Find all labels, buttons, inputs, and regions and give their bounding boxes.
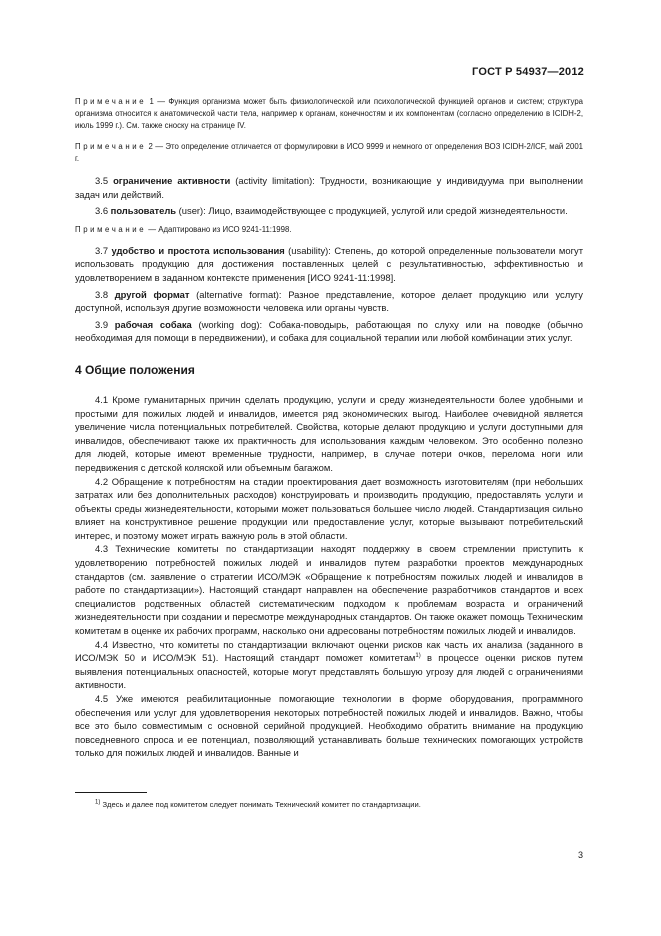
note-3-6 xyxy=(75,224,583,236)
note-body: 2 — Это определение отличается от формулировки в ИСО 9999 и немного от определения ВОЗ ICIDH-2/ICF, май 2001 г. xyxy=(75,142,583,163)
paragraph-4-4-start: 4.4 Известно, что комитеты по стандартизации включают оценки рисков как часть их анализа (заданного в ИСО/МЭК 50 и ИСО/МЭК 51). Настоящий стандарт поможет комитетам xyxy=(75,638,583,664)
section-4-title: 4 Общие положения xyxy=(75,362,195,377)
note-body: — Адаптировано из ИСО 9241-11:1998. xyxy=(146,224,292,234)
paragraph-4-5: 4.5 Уже имеются реабилитационные помогающие технологии в форме оборудования, программного обеспечения или услуг для удовлетворения некоторых потребностей пожилых людей и инвалидов. Важно, чтобы все это было совместимым с основной серийной продукцией. Необходимо обратить внимание на продукцию повседневного спроса и ее потенциал, позволяющий устанавливать больше технических помогающих устройств только для пожилых людей и инвалидов. Ванные и xyxy=(75,693,583,759)
page-content xyxy=(75,96,583,760)
note-text xyxy=(75,141,583,165)
note-text xyxy=(75,96,583,132)
def-number: 3.5 xyxy=(95,175,109,186)
note-1 xyxy=(75,96,583,132)
note-2 xyxy=(75,141,583,165)
def-text: (usability): Степень, до которой определенные пользователи могут использовать продукцию для достижения поставленных целей с результативностью, эффективностью и удовлетворением в заданном контексте применения [ИСО 9241-11:1998]. xyxy=(75,244,583,283)
document-header: ГОСТ Р 54937—2012 xyxy=(472,66,584,78)
page-number: 3 xyxy=(577,850,583,860)
def-term: другой формат xyxy=(114,288,190,300)
definition-3-6 xyxy=(75,204,583,218)
footnote-divider xyxy=(75,792,147,793)
def-text: (activity limitation): Трудности, возникающие у индивидуума при выполнении задач или действий. xyxy=(75,175,583,200)
def-number: 3.7 xyxy=(95,244,109,256)
paragraph-4-1: 4.1 Кроме гуманитарных причин сделать продукцию, услуги и среду жизнедеятельности более удобными и простыми для пожилых людей и инвалидов, имеется ряд экономических выгод. Наиболее очевидной является увеличение числа потенциальных потребителей. Свойства, которые делают продукцию и услуги доступными для инвалидов, обеспечивают также их практичность для использования каждым человеком. Это особенно полезно для людей, которые имеют временные трудности, например, в случае потери очков, перелома ноги или передвижения с детской коляской или объемным багажом. xyxy=(75,393,583,473)
def-term: пользователь xyxy=(110,205,177,217)
definition-3-5 xyxy=(75,174,583,201)
def-text: (working dog): Собака-поводырь, работающая по слуху или на поводке (обычно необходимая для помощи в передвижении), и собака для социальной терапии или любой комбинации этих услуг. xyxy=(75,318,583,344)
def-text: (alternative format): Разное представление, которое делает продукцию или услугу доступной, используя другие возможности человека или органы чувств. xyxy=(75,288,583,314)
def-term: удобство и простота использования xyxy=(111,244,285,256)
definition-3-9 xyxy=(75,318,583,345)
paragraph-4-4-end: в процессе оценки рисков путем выявления потенциальных опасностей, которые могут представлять большую угрозу для людей с ограничениями активности. xyxy=(75,652,583,691)
note-body: 1 — Функция организма может быть физиологической или психологической функцией органов и систем; структура организма относится к анатомической части тела, например к органам, конечностям и их компонентам (согласно определению в ICIDH-2, июль 1999 г.). См. также сноску на странице IV. xyxy=(75,97,583,130)
footnote-mark: 1) xyxy=(95,799,101,806)
paragraph-4-4 xyxy=(75,638,583,692)
def-number: 3.6 xyxy=(95,205,109,217)
paragraph-4-3: 4.3 Технические комитеты по стандартизации находят поддержку в своем стремлении приступить к удовлетворению потребностей пожилых людей и инвалидов путем разработки проектов международных стандартов (см. заявление о стратегии ИСО/МЭК «Обращение к потребностям пожилых людей и инвалидов в работе по стандартизации»). Настоящий стандарт направлен на обеспечение разработчиков стандартов и всех специалистов родственных областей систематическим подходом к проблемам возраста и ограничений жизнедеятельности при создании и пересмотре международных стандартов. Он также окажет помощь Техническим комитетам в оценке их рабочих программ, насколько они адресованы потребностям пожилых людей и инвалидов. xyxy=(75,543,583,637)
def-number: 3.9 xyxy=(95,318,109,330)
paragraph-4-2: 4.2 Обращение к потребностям на стадии проектирования дает возможность изготовителям (при небольших затратах или без дополнительных расходов) конструировать и производить продукцию, предоставлять услуги и объекты среды жизнедеятельности, которыми может пользоваться большее число людей. Стандартизация сильно влияет на конструктивное решение продукции или предоставление услуг, которые вызывают потребительский интерес, и поэтому может играть важную роль в этой области. xyxy=(75,475,583,541)
footnote-reference[interactable]: 1) xyxy=(415,653,421,660)
definition-3-8 xyxy=(75,288,583,315)
def-number: 3.8 xyxy=(95,288,109,300)
note-lead: Примечание xyxy=(75,142,147,151)
note-lead: Примечание xyxy=(75,224,147,234)
definition-3-7 xyxy=(75,244,583,285)
def-text: (user): Лицо, взаимодействующее с продукцией, услугой или средой жизнедеятельности. xyxy=(176,205,568,217)
def-term: ограничение активности xyxy=(113,175,231,186)
note-lead: Примечание xyxy=(75,97,147,106)
footnote xyxy=(75,799,583,810)
note-text xyxy=(75,224,583,236)
def-term: рабочая собака xyxy=(114,318,192,330)
footnote-text: Здесь и далее под комитетом следует понимать Технический комитет по стандартизации. xyxy=(100,800,421,809)
